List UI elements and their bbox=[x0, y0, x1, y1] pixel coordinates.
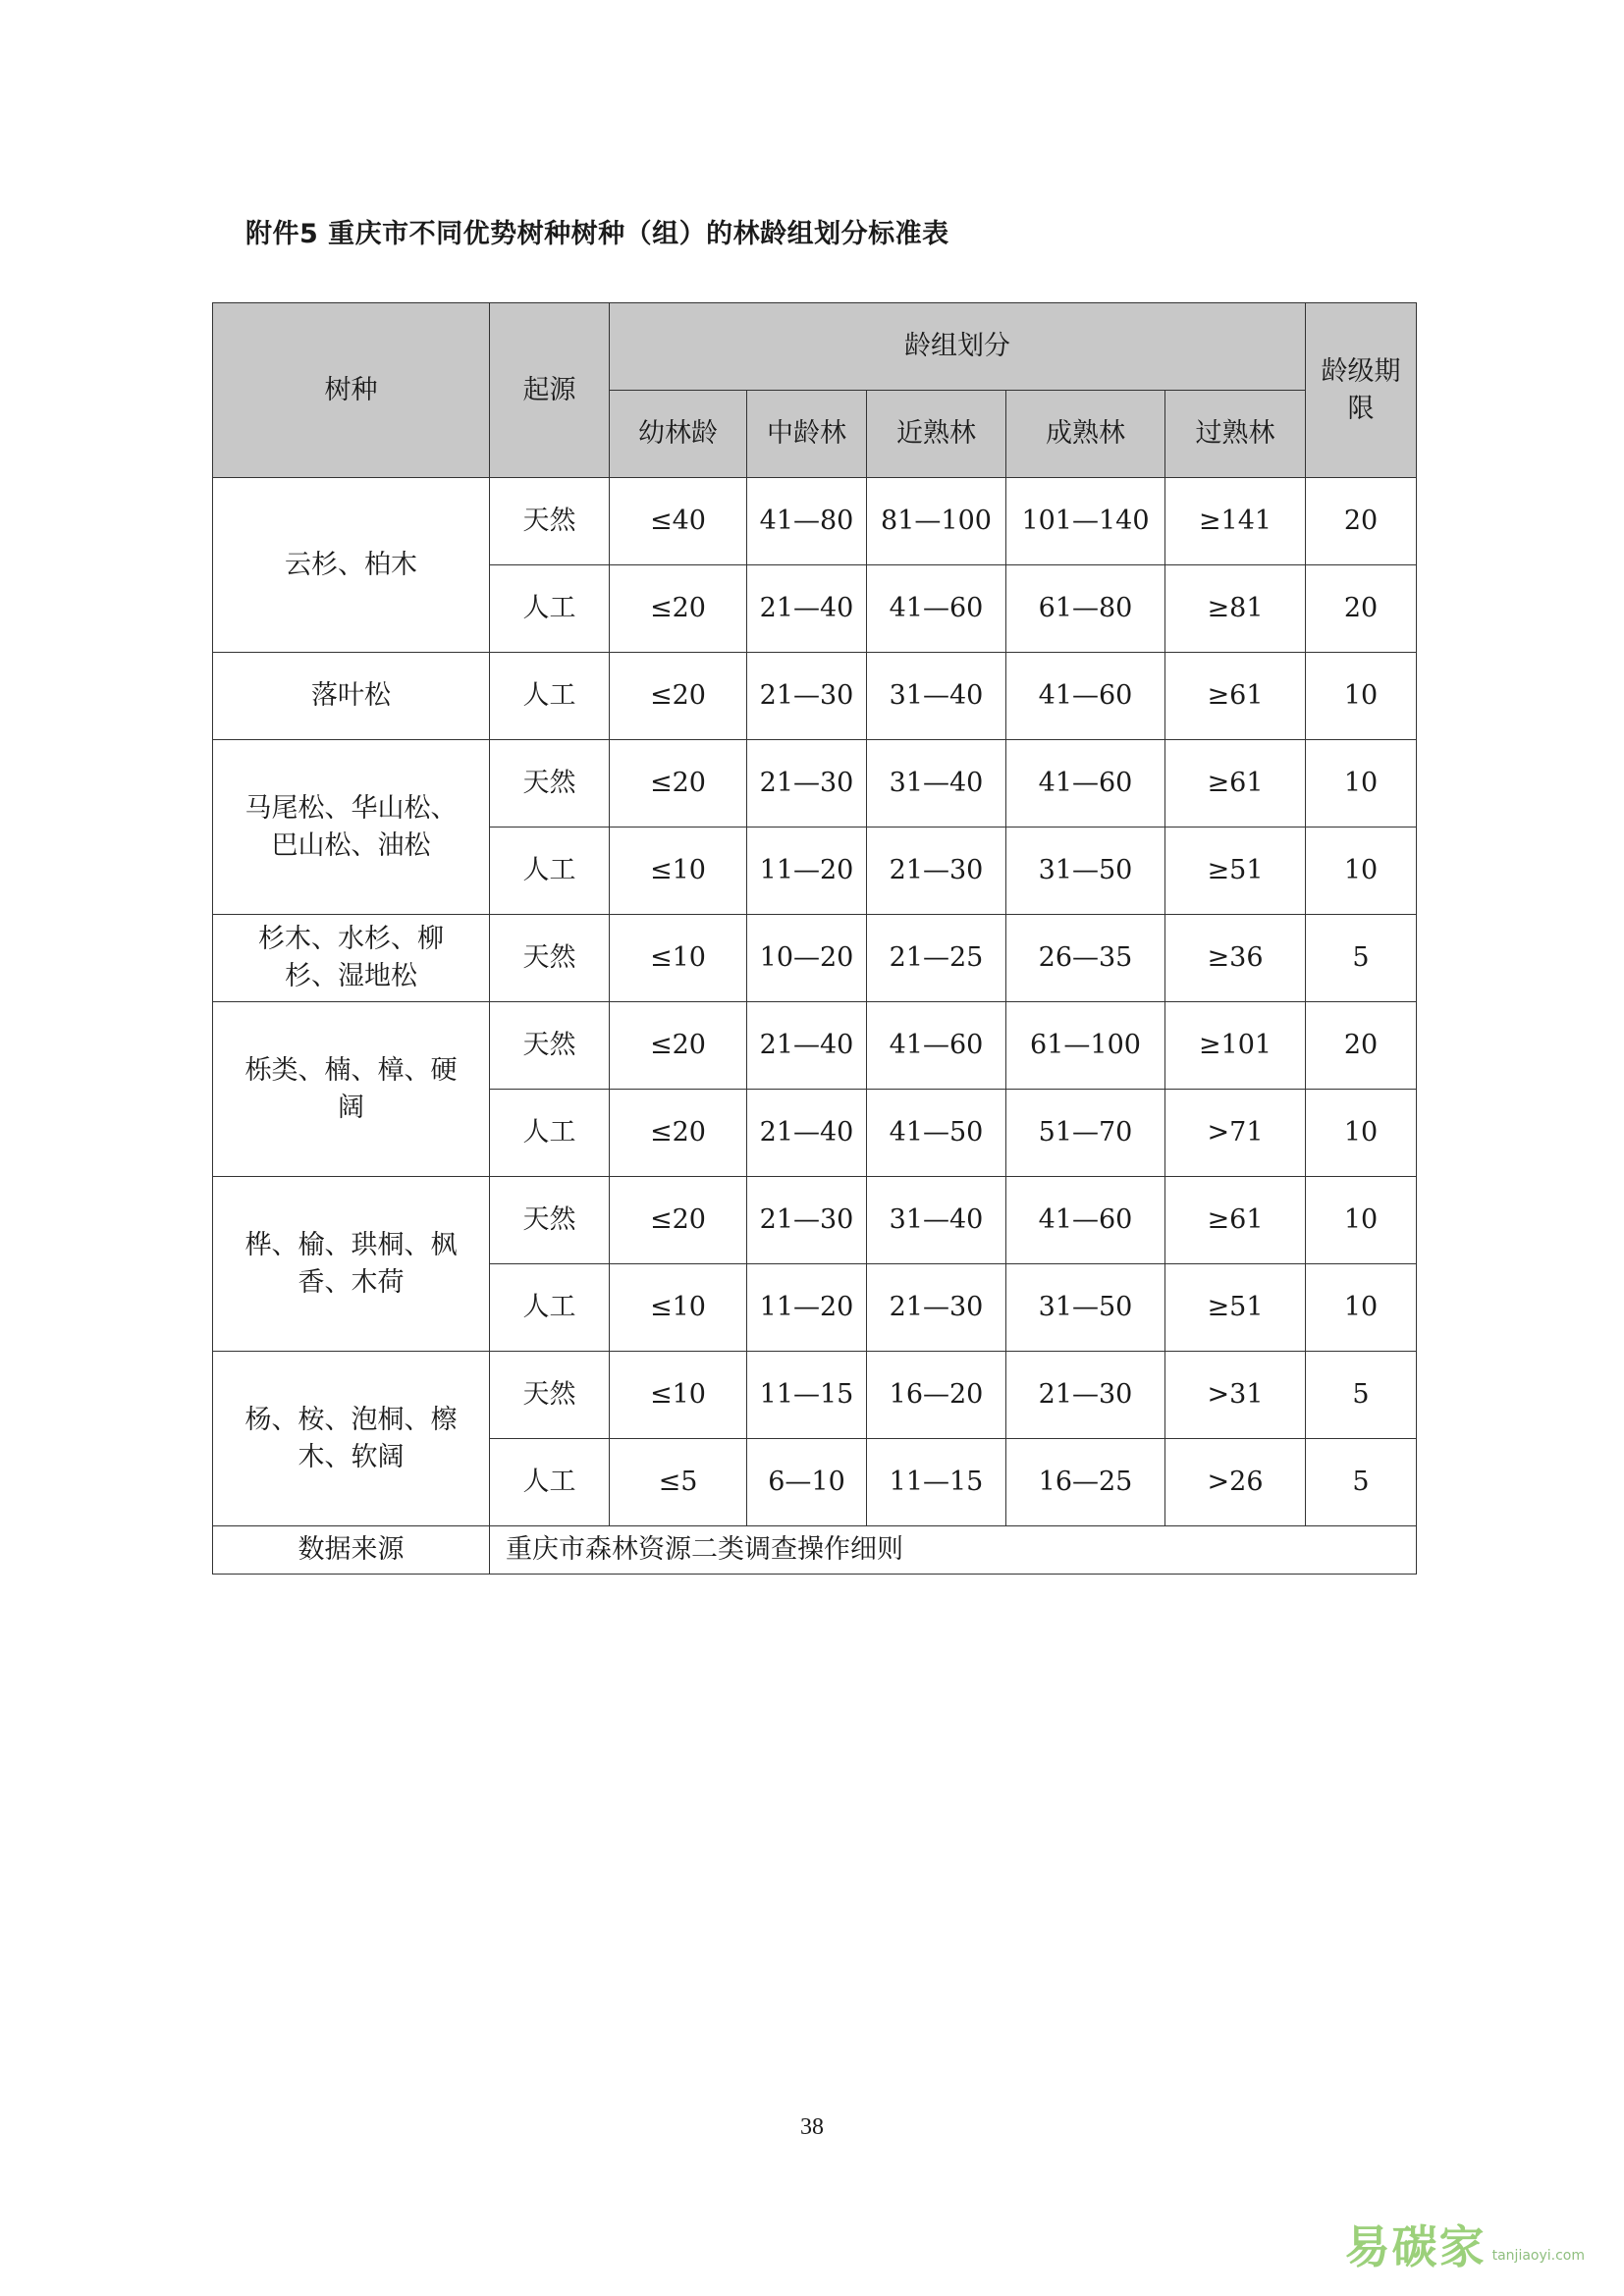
age-value-cell: 41—80 bbox=[747, 478, 867, 565]
origin-cell: 天然 bbox=[490, 740, 610, 828]
page-title: 附件5 重庆市不同优势树种树种（组）的林龄组划分标准表 bbox=[245, 219, 949, 249]
age-value-cell: 21—30 bbox=[1006, 1352, 1165, 1439]
age-value-cell: 21—30 bbox=[747, 740, 867, 828]
period-cell: 10 bbox=[1306, 1090, 1417, 1177]
age-value-cell: 11—15 bbox=[867, 1439, 1006, 1526]
table-row bbox=[213, 1352, 1417, 1439]
header-sub-mature: 成熟林 bbox=[1006, 391, 1165, 478]
age-value-cell: 31—40 bbox=[867, 740, 1006, 828]
header-period: 龄级期限 bbox=[1306, 303, 1417, 478]
age-value-cell: 6—10 bbox=[747, 1439, 867, 1526]
age-value-cell: 16—25 bbox=[1006, 1439, 1165, 1526]
age-value-cell: 16—20 bbox=[867, 1352, 1006, 1439]
age-value-cell: ≥36 bbox=[1165, 915, 1306, 1002]
age-value-cell: ≤10 bbox=[610, 1352, 747, 1439]
watermark-text: 易碳家 bbox=[1344, 2220, 1487, 2273]
age-value-cell: 21—25 bbox=[867, 915, 1006, 1002]
age-value-cell: 41—60 bbox=[867, 1002, 1006, 1090]
age-value-cell: 31—40 bbox=[867, 653, 1006, 740]
species-cell: 栎类、楠、樟、硬阔 bbox=[213, 1002, 490, 1177]
table-row bbox=[213, 1177, 1417, 1264]
age-value-cell: >26 bbox=[1165, 1439, 1306, 1526]
age-value-cell: 61—80 bbox=[1006, 565, 1165, 653]
age-value-cell: ≤10 bbox=[610, 1264, 747, 1352]
header-sub-near-mature: 近熟林 bbox=[867, 391, 1006, 478]
period-cell: 5 bbox=[1306, 1439, 1417, 1526]
table-row bbox=[213, 915, 1417, 1002]
page-number: 38 bbox=[800, 2114, 824, 2140]
header-sub-middle: 中龄林 bbox=[747, 391, 867, 478]
age-value-cell: 21—30 bbox=[747, 1177, 867, 1264]
origin-cell: 人工 bbox=[490, 828, 610, 915]
period-cell: 20 bbox=[1306, 1002, 1417, 1090]
period-cell: 5 bbox=[1306, 915, 1417, 1002]
origin-cell: 人工 bbox=[490, 565, 610, 653]
age-value-cell: 31—50 bbox=[1006, 1264, 1165, 1352]
age-value-cell: 31—40 bbox=[867, 1177, 1006, 1264]
header-sub-young: 幼林龄 bbox=[610, 391, 747, 478]
age-value-cell: 41—60 bbox=[1006, 1177, 1165, 1264]
source-row bbox=[213, 1526, 1417, 1575]
age-value-cell: 41—60 bbox=[1006, 653, 1165, 740]
period-cell: 10 bbox=[1306, 828, 1417, 915]
header-sub-over-mature: 过熟林 bbox=[1165, 391, 1306, 478]
age-value-cell: ≤20 bbox=[610, 1177, 747, 1264]
age-value-cell: 41—60 bbox=[1006, 740, 1165, 828]
watermark-logo bbox=[1345, 2217, 1585, 2276]
age-value-cell: 26—35 bbox=[1006, 915, 1165, 1002]
table-row bbox=[213, 1002, 1417, 1090]
age-value-cell: 21—40 bbox=[747, 565, 867, 653]
age-value-cell: ≤20 bbox=[610, 565, 747, 653]
age-value-cell: 21—30 bbox=[867, 1264, 1006, 1352]
age-value-cell: 51—70 bbox=[1006, 1090, 1165, 1177]
age-value-cell: 31—50 bbox=[1006, 828, 1165, 915]
origin-cell: 人工 bbox=[490, 1090, 610, 1177]
table-row bbox=[213, 740, 1417, 828]
age-value-cell: 10—20 bbox=[747, 915, 867, 1002]
species-cell: 杉木、水杉、柳杉、湿地松 bbox=[213, 915, 490, 1002]
header-origin: 起源 bbox=[490, 303, 610, 478]
species-cell: 马尾松、华山松、巴山松、油松 bbox=[213, 740, 490, 915]
header-species: 树种 bbox=[213, 303, 490, 478]
table-row bbox=[213, 478, 1417, 565]
origin-cell: 人工 bbox=[490, 1439, 610, 1526]
period-cell: 10 bbox=[1306, 740, 1417, 828]
species-cell: 桦、榆、珙桐、枫香、木荷 bbox=[213, 1177, 490, 1352]
source-text: 重庆市森林资源二类调查操作细则 bbox=[490, 1526, 1417, 1575]
age-value-cell: 21—30 bbox=[747, 653, 867, 740]
age-value-cell: ≥61 bbox=[1165, 1177, 1306, 1264]
age-value-cell: 21—40 bbox=[747, 1090, 867, 1177]
species-cell: 云杉、柏木 bbox=[213, 478, 490, 653]
age-value-cell: >71 bbox=[1165, 1090, 1306, 1177]
age-value-cell: ≥61 bbox=[1165, 740, 1306, 828]
age-value-cell: ≤20 bbox=[610, 1090, 747, 1177]
header-age-group: 龄组划分 bbox=[610, 303, 1306, 391]
age-value-cell: ≤20 bbox=[610, 653, 747, 740]
source-label: 数据来源 bbox=[213, 1526, 490, 1575]
species-cell: 杨、桉、泡桐、檫木、软阔 bbox=[213, 1352, 490, 1526]
age-value-cell: 101—140 bbox=[1006, 478, 1165, 565]
period-cell: 20 bbox=[1306, 565, 1417, 653]
watermark-url: tanjiaoyi.com bbox=[1491, 2248, 1585, 2264]
species-cell: 落叶松 bbox=[213, 653, 490, 740]
period-cell: 10 bbox=[1306, 1177, 1417, 1264]
age-value-cell: 21—30 bbox=[867, 828, 1006, 915]
age-value-cell: 11—20 bbox=[747, 828, 867, 915]
age-value-cell: ≤5 bbox=[610, 1439, 747, 1526]
age-value-cell: ≥61 bbox=[1165, 653, 1306, 740]
age-value-cell: ≤40 bbox=[610, 478, 747, 565]
origin-cell: 天然 bbox=[490, 1177, 610, 1264]
age-value-cell: ≤20 bbox=[610, 740, 747, 828]
age-value-cell: ≤10 bbox=[610, 828, 747, 915]
age-value-cell: ≥141 bbox=[1165, 478, 1306, 565]
origin-cell: 天然 bbox=[490, 915, 610, 1002]
age-value-cell: 11—15 bbox=[747, 1352, 867, 1439]
origin-cell: 天然 bbox=[490, 1352, 610, 1439]
age-value-cell: 61—100 bbox=[1006, 1002, 1165, 1090]
age-value-cell: ≥81 bbox=[1165, 565, 1306, 653]
period-cell: 5 bbox=[1306, 1352, 1417, 1439]
age-value-cell: 21—40 bbox=[747, 1002, 867, 1090]
origin-cell: 人工 bbox=[490, 1264, 610, 1352]
age-group-table bbox=[212, 302, 1417, 1575]
age-value-cell: ≥101 bbox=[1165, 1002, 1306, 1090]
period-cell: 20 bbox=[1306, 478, 1417, 565]
age-value-cell: ≤20 bbox=[610, 1002, 747, 1090]
origin-cell: 人工 bbox=[490, 653, 610, 740]
age-value-cell: 41—60 bbox=[867, 565, 1006, 653]
period-cell: 10 bbox=[1306, 653, 1417, 740]
age-value-cell: 41—50 bbox=[867, 1090, 1006, 1177]
age-value-cell: ≤10 bbox=[610, 915, 747, 1002]
period-cell: 10 bbox=[1306, 1264, 1417, 1352]
age-value-cell: 11—20 bbox=[747, 1264, 867, 1352]
table-row bbox=[213, 653, 1417, 740]
age-value-cell: ≥51 bbox=[1165, 1264, 1306, 1352]
age-value-cell: >31 bbox=[1165, 1352, 1306, 1439]
age-value-cell: 81—100 bbox=[867, 478, 1006, 565]
origin-cell: 天然 bbox=[490, 1002, 610, 1090]
origin-cell: 天然 bbox=[490, 478, 610, 565]
age-value-cell: ≥51 bbox=[1165, 828, 1306, 915]
